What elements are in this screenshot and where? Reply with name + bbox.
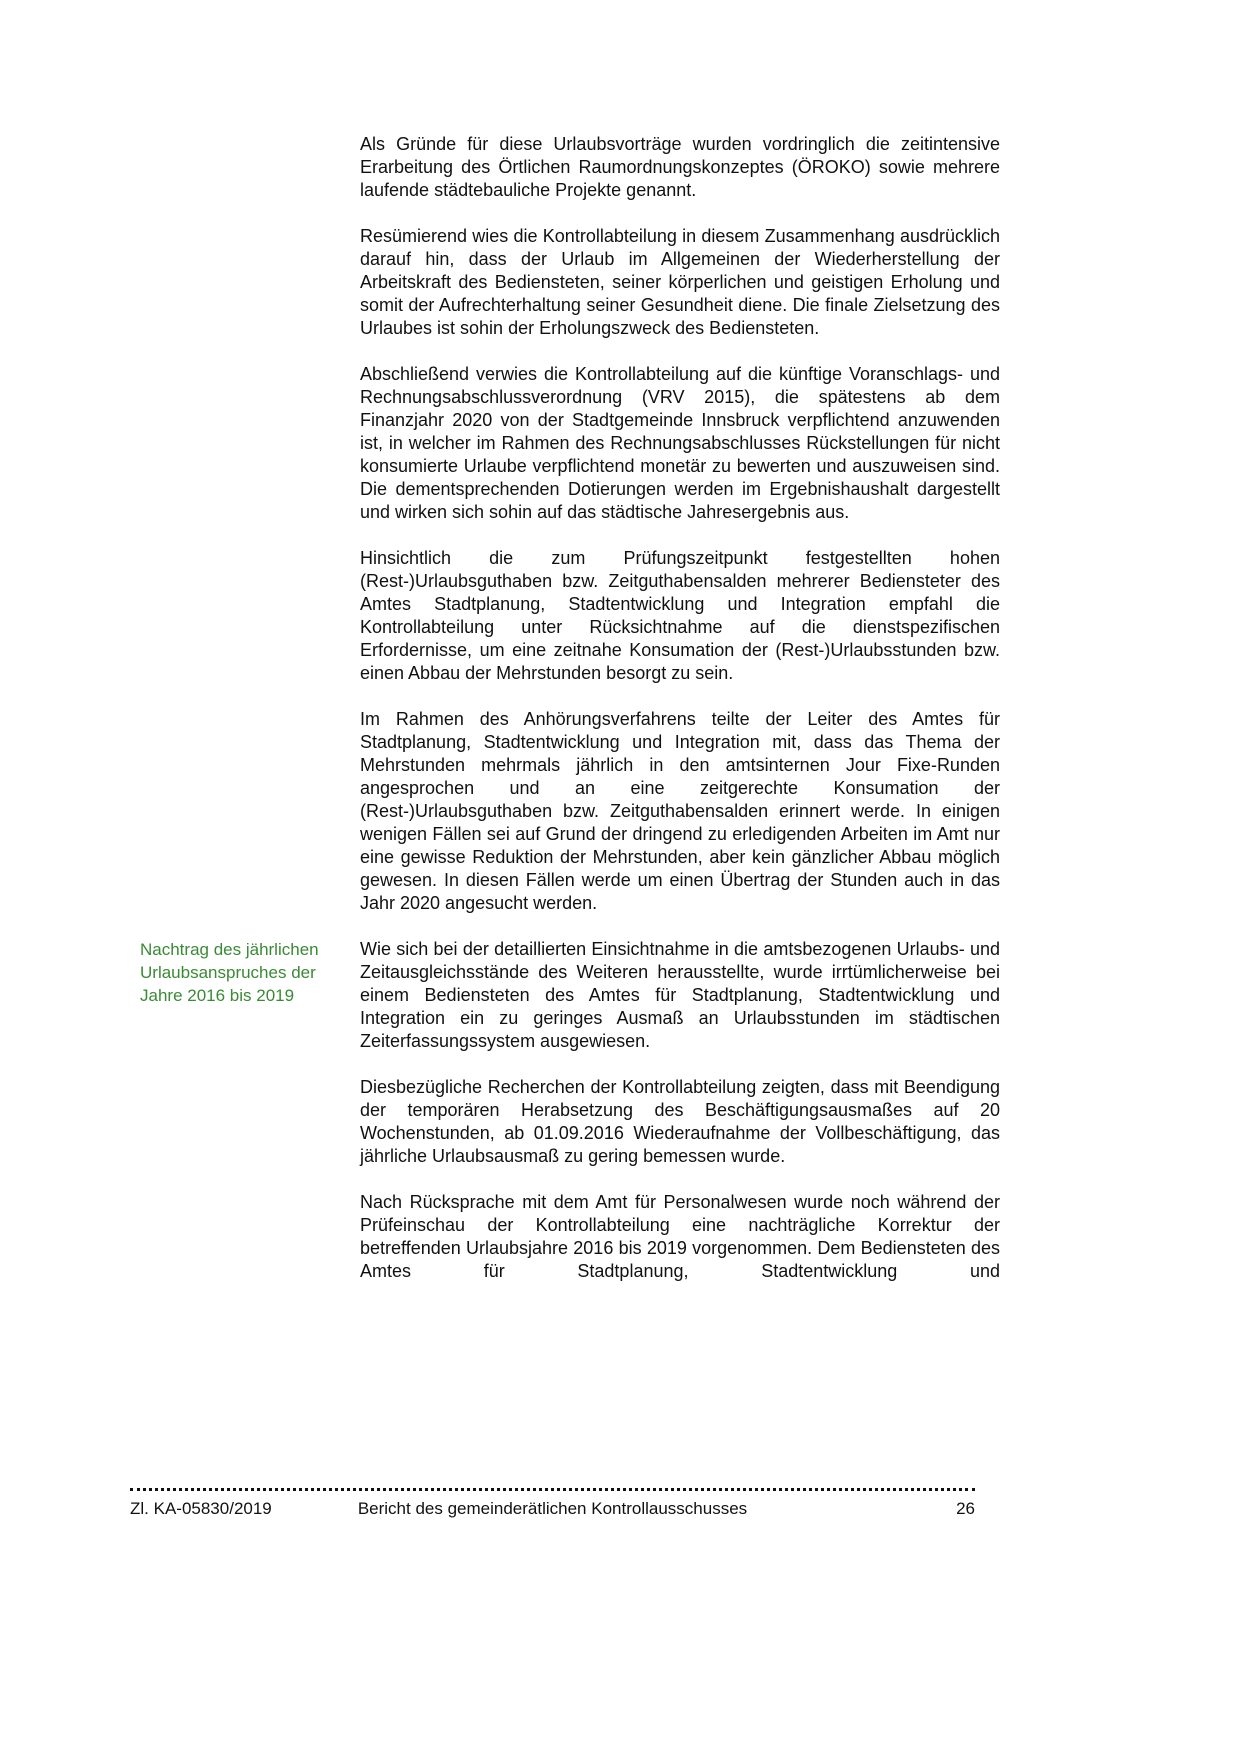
body-paragraph: Nach Rücksprache mit dem Amt für Personalwesen wurde noch während der Prüfeinschau der Kontrollabteilung eine nachträgliche Korrektur der betreffenden Urlaubsjahre 2016 bis 2019 vorgenommen. Dem Bediensteten des Amtes für Stadtplanung, Stadtentwicklung und — [360, 1192, 1000, 1281]
body-paragraph: Hinsichtlich die zum Prüfungszeitpunkt festgestellten hohen (Rest-)Urlaubsguthaben bzw. Zeitguthabensalden mehrerer Bediensteter des Amtes Stadtplanung, Stadtentwicklung und Integration empfahl die Kontrollabteilung unter Rücksichtnahme auf die dienstspezifischen Erfordernisse, um eine zeitnahe Konsumation der (Rest-)Urlaubsstunden bzw. einen Abbau der Mehrstunden besorgt zu sein. — [360, 548, 1000, 683]
paragraph-row — [140, 938, 1241, 1053]
paragraph-row — [140, 708, 1241, 915]
footer-row — [130, 1491, 975, 1520]
margin-note-nachtrag: Nachtrag des jährlichen Urlaubsanspruches der Jahre 2016 bis 2019 — [140, 940, 319, 1005]
body-paragraph: Diesbezügliche Recherchen der Kontrollabteilung zeigten, dass mit Beendigung der temporären Herabsetzung des Beschäftigungsausmaßes auf 20 Wochenstunden, ab 01.09.2016 Wiederaufnahme der Vollbeschäftigung, das jährliche Urlaubsausmaß zu gering bemessen wurde. — [360, 1077, 1000, 1166]
paragraph-row — [140, 133, 1241, 202]
body-paragraph: Im Rahmen des Anhörungsverfahrens teilte der Leiter des Amtes für Stadtplanung, Stadtentwicklung und Integration mit, dass das Thema der Mehrstunden mehrmals jährlich in den amtsinternen Jour Fixe-Runden angesprochen und an eine zeitgerechte Konsumation der (Rest-)Urlaubsguthaben bzw. Zeitguthabensalden erinnert werde. In einigen wenigen Fällen sei auf Grund der dringend zu erledigenden Arbeiten im Amt nur eine gewisse Reduktion der Mehrstunden, aber kein gänzlicher Abbau möglich gewesen. In diesen Fällen werde um einen Übertrag der Stunden auch in das Jahr 2020 angesucht werden. — [360, 709, 1000, 913]
paragraph-row — [140, 363, 1241, 524]
paragraph-row — [140, 1191, 1241, 1283]
body-paragraph: Resümierend wies die Kontrollabteilung in diesem Zusammenhang ausdrücklich darauf hin, dass der Urlaub im Allgemeinen der Wiederherstellung der Arbeitskraft des Bediensteten, seiner körperlichen und geistigen Erholung und somit der Aufrechterhaltung seiner Gesundheit diene. Die finale Zielsetzung des Urlaubes ist sohin der Erholungszweck des Bediensteten. — [360, 226, 1000, 338]
footer-reference-number: Zl. KA-05830/2019 — [130, 1499, 272, 1518]
body-paragraph: Als Gründe für diese Urlaubsvorträge wurden vordringlich die zeitintensive Erarbeitung des Örtlichen Raumordnungskonzeptes (ÖROKO) sowie mehrere laufende städtebauliche Projekte genannt. — [360, 134, 1000, 200]
body-paragraph: Wie sich bei der detaillierten Einsichtnahme in die amtsbezogenen Urlaubs- und Zeitausgleichsstände des Weiteren herausstellte, wurde irrtümlicherweise bei einem Bediensteten des Amtes für Stadtplanung, Stadtentwicklung und Integration ein zu geringes Ausmaß an Urlaubsstunden im städtischen Zeiterfassungssystem ausgewiesen. — [360, 939, 1000, 1051]
page-footer — [130, 1488, 975, 1520]
paragraph-row — [140, 1076, 1241, 1168]
footer-page-number: 26 — [956, 1499, 975, 1518]
paragraph-row — [140, 225, 1241, 340]
paragraph-row — [140, 547, 1241, 685]
footer-document-title: Bericht des gemeinderätlichen Kontrollausschusses — [357, 1499, 748, 1518]
body-paragraph: Abschließend verwies die Kontrollabteilung auf die künftige Voranschlags- und Rechnungsabschlussverordnung (VRV 2015), die spätestens ab dem Finanzjahr 2020 von der Stadtgemeinde Innsbruck verpflichtend anzuwenden ist, in welcher im Rahmen des Rechnungsabschlusses Rückstellungen für nicht konsumierte Urlaube verpflichtend monetär zu bewerten und auszuweisen sind. Die dementsprechenden Dotierungen werden im Ergebnishaushalt dargestellt und wirken sich sohin auf das städtische Jahresergebnis aus. — [360, 364, 1000, 522]
